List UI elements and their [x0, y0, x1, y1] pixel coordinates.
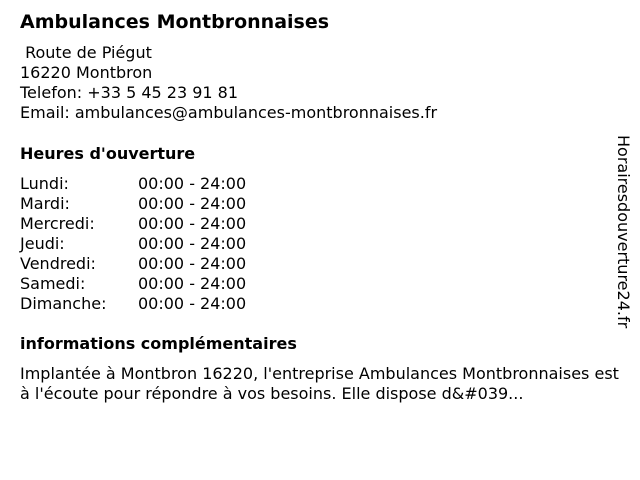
phone-line: Telefon: +33 5 45 23 91 81: [20, 83, 239, 102]
hours-row-sunday: [20, 294, 246, 314]
hours-row-tuesday: [20, 194, 246, 214]
day-label: Jeudi:: [20, 234, 65, 253]
time-range: 00:00 - 24:00: [138, 194, 247, 213]
time-range: 00:00 - 24:00: [138, 234, 247, 253]
day-label: Samedi:: [20, 274, 86, 293]
day-label: Lundi:: [20, 174, 69, 193]
day-label: Mardi:: [20, 194, 70, 213]
street-address: Route de Piégut: [20, 43, 152, 62]
time-range: 00:00 - 24:00: [138, 294, 247, 313]
day-label: Mercredi:: [20, 214, 95, 233]
hours-row-monday: [20, 174, 246, 194]
time-range: 00:00 - 24:00: [138, 274, 247, 293]
info-description: Implantée à Montbron 16220, l'entreprise Ambulances Montbronnaises est à l'écoute pour répondre à vos besoins. Elle dispose d&#039...: [20, 364, 619, 403]
business-name: Ambulances Montbronnaises: [20, 11, 330, 33]
hours-row-thursday: [20, 234, 246, 254]
city-line: 16220 Montbron: [20, 63, 153, 82]
time-range: 00:00 - 24:00: [138, 214, 247, 233]
hours-row-wednesday: [20, 214, 246, 234]
info-heading: informations complémentaires: [20, 334, 297, 353]
day-label: Vendredi:: [20, 254, 96, 273]
site-link[interactable]: Horairesdouverture24.fr: [614, 135, 633, 329]
hours-heading: Heures d'ouverture: [20, 144, 196, 163]
day-label: Dimanche:: [20, 294, 107, 313]
hours-table: [20, 174, 246, 314]
email-line: Email: ambulances@ambulances-montbronnaises.fr: [20, 103, 438, 122]
hours-row-friday: [20, 254, 246, 274]
hours-row-saturday: [20, 274, 246, 294]
time-range: 00:00 - 24:00: [138, 174, 247, 193]
address-block: [20, 43, 437, 123]
time-range: 00:00 - 24:00: [138, 254, 247, 273]
